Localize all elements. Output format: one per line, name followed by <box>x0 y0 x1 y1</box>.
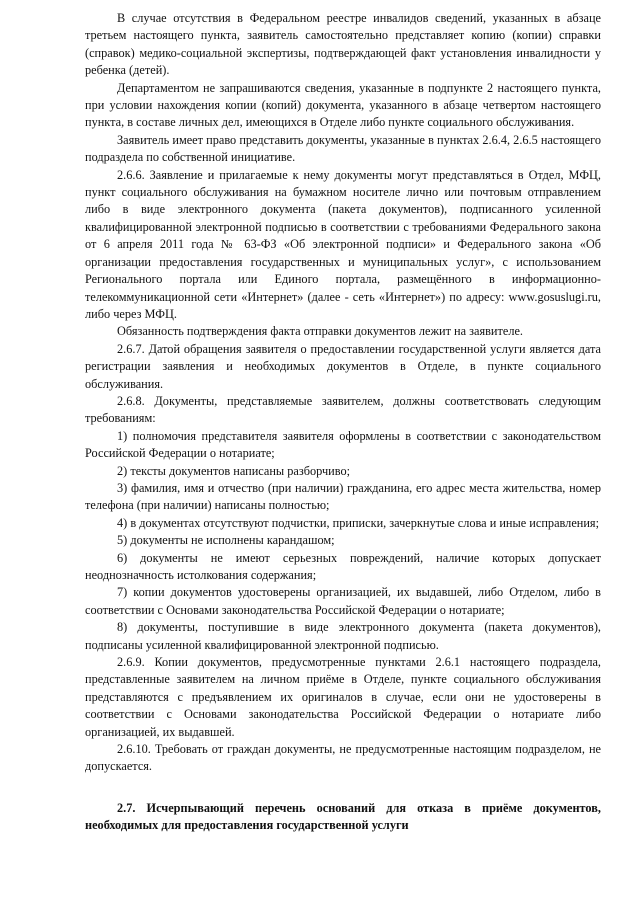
requirement-item-5: 5) документы не исполнены карандашом; <box>117 533 335 548</box>
paragraph-2-6-6: 2.6.6. Заявление и прилагаемые к нему документы могут представляться в Отдел, МФЦ, пункт социального обслуживания на бумажном носителе лично или почтовым отправлением либо в виде электронного документа (пакета документов), подписанного усиленной квалифицированной электронной подписью в соответствии с требованиями Федерального закона от 6 апреля 2011 года № 63-ФЗ «Об электронной подписи» и Федерального закона «Об организации предоставления государственных и муниципальных услуг», с использованием Регионального портала или Единого портала, размещённого в информационно-телекоммуникационной сети «Интернет» (далее - сеть «Интернет») по адресу: www.gosuslugi.ru, либо через МФЦ. <box>85 167 601 321</box>
requirement-item-6: 6) документы не имеют серьезных повреждений, наличие которых допускает неоднозначность истолкования содержания; <box>85 550 601 582</box>
requirement-item-7: 7) копии документов удостоверены организацией, их выдавшей, либо Отделом, либо в соответствии с Основами законодательства Российской Федерации о нотариате; <box>85 585 601 617</box>
paragraph-2-6-7: 2.6.7. Датой обращения заявителя о предоставлении государственной услуги является дата регистрации заявления и необходимых документов в Отделе, в пункте социального обслуживания. <box>85 341 601 391</box>
paragraph-own-initiative: Заявитель имеет право представить документы, указанные в пунктах 2.6.4, 2.6.5 настоящего подраздела по собственной инициативе. <box>85 132 601 165</box>
paragraph-department-no-request: Департаментом не запрашиваются сведения, указанные в подпункте 2 настоящего пункта, при условии нахождения копии (копий) документа, указанного в абзаце четвертом настоящего пункта, в составе личных дел, имеющихся в Отделе либо пункте социального обслуживания. <box>85 80 601 130</box>
paragraph-2-6-8: 2.6.8. Документы, представляемые заявителем, должны соответствовать следующим требованиям: <box>85 393 601 426</box>
paragraph-2-6-10: 2.6.10. Требовать от граждан документы, не предусмотренные настоящим подразделом, не допускается. <box>85 742 601 774</box>
section-heading-2-7: 2.7. Исчерпывающий перечень оснований для отказа в приёме документов, необходимых для предоставления государственной услуги <box>85 800 601 833</box>
document-page <box>85 10 601 835</box>
requirement-item-1: 1) полномочия представителя заявителя оформлены в соответствии с законодательством Российской Федерации о нотариате; <box>85 428 601 461</box>
paragraph-2-6-9: 2.6.9. Копии документов, предусмотренные пунктами 2.6.1 настоящего подраздела, представленные заявителем на личном приёме в Отделе, пункте социального обслуживания представляются с предъявлением их оригиналов в случае, если они не удостоверены в соответствии с Основами законодательства Российской Федерации о нотариате либо организацией, их выдавшей. <box>85 655 601 739</box>
requirement-item-8: 8) документы, поступившие в виде электронного документа (пакета документов), подписаны усиленной квалифицированной электронной подписью. <box>85 620 601 652</box>
paragraph-sending-proof: Обязанность подтверждения факта отправки документов лежит на заявителе. <box>117 324 524 339</box>
requirement-item-2: 2) тексты документов написаны разборчиво; <box>117 463 351 478</box>
requirement-item-4: 4) в документах отсутствуют подчистки, приписки, зачеркнутые слова и иные исправления; <box>117 515 600 530</box>
paragraph-medical-certificate: В случае отсутствия в Федеральном реестре инвалидов сведений, указанных в абзаце третьем настоящего пункта, заявитель самостоятельно представляет копию (копии) справки (справок) медико-социальной экспертизы, подтверждающей факт установления инвалидности у ребенка (детей). <box>85 11 601 78</box>
requirement-item-3: 3) фамилия, имя и отчество (при наличии) гражданина, его адрес места жительства, номер телефона (при наличии) написаны полностью; <box>85 480 601 513</box>
